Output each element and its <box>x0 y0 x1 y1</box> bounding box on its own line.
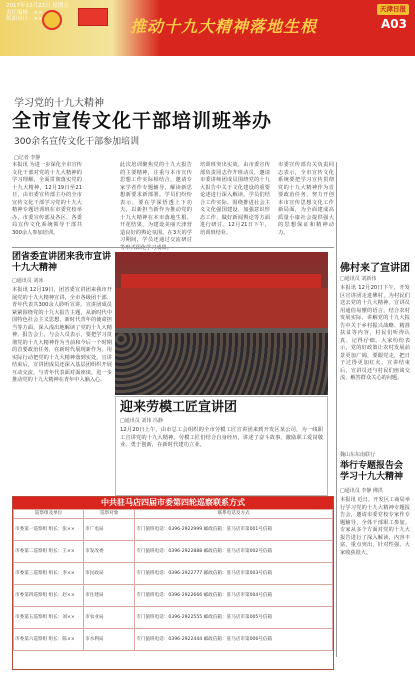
right-story2-title: 举行专题报告会学习十九大精神 <box>340 461 404 483</box>
event-photo <box>115 252 328 395</box>
inset-title: 迎来劳模工匠宣讲团 <box>120 400 238 415</box>
contact-table <box>12 496 334 670</box>
inset-byline: □通讯员 刘伟 冯静 <box>120 418 163 424</box>
left-story-title: 团省委宣讲团来我市宣讲十九大精神 <box>12 252 112 274</box>
table-title: 中共驻马店四届市委第四轮巡察联系方式 <box>13 497 333 509</box>
designer-line: 版面设计：×× <box>6 16 43 23</box>
table-header: 巡察组及单位 <box>14 510 84 519</box>
table-header-row <box>14 510 333 519</box>
flag-graphic <box>78 8 108 26</box>
newspaper-logo: 天津日报 <box>377 4 409 15</box>
table-header: 巡察对象 <box>84 510 135 519</box>
photo-stage <box>115 288 328 328</box>
table-cell: 市农业局 <box>84 607 135 629</box>
table-cell: 市水利局 <box>84 629 135 651</box>
photo-audience <box>115 333 328 395</box>
lead-col-2: 此次培训聚焦党的十九大报告的主要精神，注重与本市宣传思想工作实际相结合，邀请专家学者作专题辅导，解读新思想新要求新部署。学员们纷纷表示，要在学深悟透上下功夫，以新担当新作为推动党的十九大精神在本市落地生根、开花结果，为建设美丽天津营造良好的舆论氛围。在3天的学习期间，学员还通过交流研讨 <box>120 162 192 244</box>
inset-body: 12月20日上午，由市总工会组织的全市劳模工匠宣讲团来到开发区某公司，为一线职工宣讲党的十九大精神。劳模工匠们结合自身经历，讲述了奋斗故事，激励职工爱岗敬业、勇于创新，在新时代建功立业。 <box>120 427 323 449</box>
table-cell: 市委第三巡察组 组长：李×× <box>14 563 84 585</box>
editor-line: 责任编辑：×× <box>6 9 43 16</box>
lead-col-1: 本报讯 为进一步深化全市宣传文化干部对党的十九大精神的学习理解，全面贯彻落实党的十九大精神，12月19日至21日，由市委宣传部主办的全市宣传文化干部学习党的十九大精神专题培训班在市委党校举办，市委宣传部及各区、各委局宣传文化系统领导干部共300余人参加培训。 <box>12 162 82 236</box>
left-story-byline: □通讯员 刘冰 <box>12 278 44 284</box>
table-row <box>14 541 333 563</box>
lead-kicker: 学习党的十九大精神 <box>14 98 104 109</box>
table-row <box>14 519 333 541</box>
divider <box>12 247 334 248</box>
date-block <box>6 3 69 23</box>
table-cell: 市委第二巡察组 组长：王×× <box>14 541 84 563</box>
table-cell: 市委第六巡察组 组长：陈×× <box>14 629 84 651</box>
contact-table-grid <box>13 509 333 651</box>
lead-byline: □记者 李静 <box>14 155 41 161</box>
photo-banner <box>121 274 321 288</box>
table-row <box>14 585 333 607</box>
lead-subhead: 300余名宣传文化干部参加培训 <box>14 137 140 147</box>
table-header: 联系电话及方式 <box>135 510 333 519</box>
table-cell: 市民政局 <box>84 563 135 585</box>
table-cell: 专门值班电话：0396-2922777 邮政信箱：驻马店市第003号信箱 <box>135 563 333 585</box>
lead-headline: 全市宣传文化干部培训班举办 <box>12 110 273 132</box>
table-cell: 专门值班电话：0396-2922555 邮政信箱：驻马店市第005号信箱 <box>135 607 333 629</box>
right-story-title: 佛村来了宣讲团 <box>340 263 410 274</box>
table-cell: 市委第一巡察组 组长：张×× <box>14 519 84 541</box>
right-story-byline: □通讯员 刘新伟 <box>340 276 377 282</box>
date-line: 2017年12月22日 星期五 <box>6 3 69 9</box>
table-cell: 市广电局 <box>84 519 135 541</box>
right-story2-kicker: 魏山东东南联行 <box>340 452 376 458</box>
table-row <box>14 563 333 585</box>
table-cell: 专门值班电话：0396-2922444 邮政信箱：驻马店市第006号信箱 <box>135 629 333 651</box>
table-cell: 专门值班电话：0396-2922666 邮政信箱：驻马店市第004号信箱 <box>135 585 333 607</box>
column-divider <box>336 162 337 657</box>
table-cell: 专门值班电话：0396-2922999 邮政信箱：驻马店市第001号信箱 <box>135 519 333 541</box>
section-title: 推动十九大精神落地生根 <box>130 17 318 36</box>
table-cell: 市住建局 <box>84 585 135 607</box>
lead-col-4: 市委宣传部有关负责同志表示，全市宣传文化系统要把学习宣传贯彻党的十九大精神作为首要政治任务，努力开创本市宣传思想文化工作新局面，为全面建成高质量小康社会提供强大的思想保证和精神动力。 <box>278 162 334 236</box>
right-story2-byline: □通讯员 李静 佛洪 <box>340 488 383 494</box>
left-story-body: 本报讯 12月19日，团省委宣讲团来我市开展党的十九大精神宣讲，全市各级团干部、青年代表共300余人聆听宣讲。宣讲团成员紧紧围绕党的十九大报告主题，从新时代中国特色社会主义思想、新时代青年的使命担当等方面，深入浅出地解读了党的十九大精神。报告会上，与会人员表示，要把学习贯彻党的十九大精神作为当前和今后一个时期的首要政治任务，在新时代展现新作为，用实际行动把党的十九大精神落到实处。宣讲结束后，宣讲团成员还深入基层团组织开展互动交流，与青年代表面对面座谈，进一步推动党的十九大精神在青年中入脑入心。 <box>12 287 112 384</box>
table-row <box>14 607 333 629</box>
masthead-band <box>0 0 415 56</box>
table-cell: 市委第四巡察组 组长：赵×× <box>14 585 84 607</box>
table-cell: 市委第五巡察组 组长：刘×× <box>14 607 84 629</box>
lead-col-3: 培训班突出实效，由市委宣传部负责同志作开班动员，邀请市委讲师团成员围绕党的十九大报告中关于文化建设的重要论述进行深入解读。学员们结合工作实际，围绕推进社会主义文化强国建设、加强意识形态工作、做好新闻舆论等方面进行研讨。12月21日下午，培训班结业。 <box>200 162 270 236</box>
page-number: A03 <box>381 17 407 31</box>
table-cell: 市发改委 <box>84 541 135 563</box>
table-row <box>14 629 333 651</box>
table-cell: 专门值班电话：0396-2922888 邮政信箱：驻马店市第002号信箱 <box>135 541 333 563</box>
right-story-body: 本报讯 12月20日下午，开发区宣讲团走进佛村，为村民们送去党的十九大精神。宣讲员用通俗易懂的语言，结合农村发展实际，讲解党的十九大报告中关于乡村振兴战略、精准扶贫等内容，村民们听得认真、记得仔细。大家纷纷表示，党的好政策让农村发展前景更加广阔，要跟党走，把日子过得更加红火。宣讲结束后，宣讲员还与村民们座谈交流，解答群众关心的问题。 <box>340 285 410 382</box>
right-story2-body: 本报讯 近日，开发区工商局举行学习党的十九大精神专题报告会，邀请市委党校专家作专题辅导，全体干部职工参加。专家从多个方面对党的十九大报告进行了深入解读，内容丰富，重点突出，针对性强，大家收获很大。 <box>340 497 410 556</box>
